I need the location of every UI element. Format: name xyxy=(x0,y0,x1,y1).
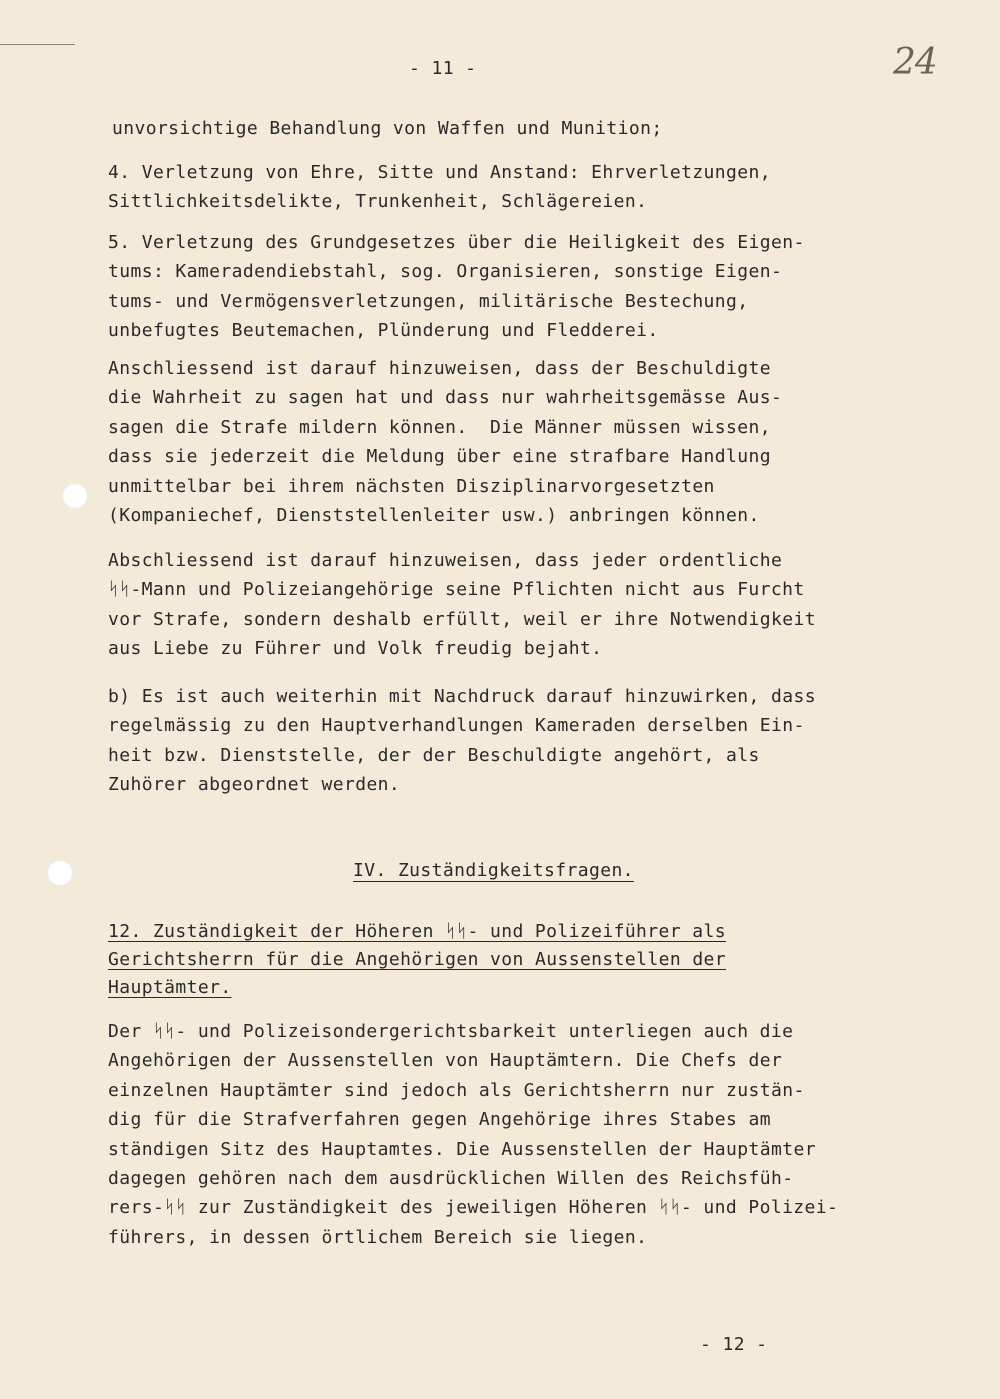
paragraph-line: Abschliessend ist darauf hinzuweisen, dass jeder ordentliche xyxy=(108,550,783,571)
paragraph-b xyxy=(108,682,898,800)
paragraph-line: b) Es ist auch weiterhin mit Nachdruck darauf hinzuwirken, dass xyxy=(108,686,816,707)
abschliessend-paragraph xyxy=(108,546,898,664)
paragraph-line: einzelnen Hauptämter sind jedoch als Gerichtsherrn nur zustän- xyxy=(108,1079,805,1101)
item-12-heading xyxy=(108,918,898,1002)
paragraph-line: dagegen gehören nach dem ausdrücklichen Willen des Reichsfüh- xyxy=(108,1167,794,1189)
paragraph-line: Sittlichkeitsdelikte, Trunkenheit, Schlägereien. xyxy=(108,191,648,213)
paragraph-line: Der ᛋᛋ- und Polizeisondergerichtsbarkeit unterliegen auch die xyxy=(108,1021,794,1042)
item-4-paragraph xyxy=(108,158,898,217)
archive-mark: 24 xyxy=(893,42,937,83)
paragraph-line: heit bzw. Dienststelle, der der Beschuldigte angehört, als xyxy=(108,744,760,766)
anschliessend-paragraph xyxy=(108,354,898,530)
paragraph-line: (Kompaniechef, Dienststellenleiter usw.) anbringen können. xyxy=(108,504,760,526)
punch-hole-lower xyxy=(47,860,73,886)
paragraph-line: ᛋᛋ-Mann und Polizeiangehörige seine Pflichten nicht aus Furcht xyxy=(108,579,805,601)
heading-line: Hauptämter. xyxy=(108,977,232,998)
paragraph-line: rers-ᛋᛋ zur Zuständigkeit des jeweiligen Höheren ᛋᛋ- und Polizei- xyxy=(108,1197,839,1219)
punch-hole-upper xyxy=(62,483,88,509)
paragraph-line: tums- und Vermögensverletzungen, militärische Bestechung, xyxy=(108,290,749,312)
paragraph-line: Anschliessend ist darauf hinzuweisen, dass der Beschuldigte xyxy=(108,358,771,379)
section-heading: IV. Zuständigkeitsfragen. xyxy=(353,860,634,881)
paragraph-line: ständigen Sitz des Hauptamtes. Die Aussenstellen der Hauptämter xyxy=(108,1138,816,1160)
paragraph-line: Zuhörer abgeordnet werden. xyxy=(108,774,401,796)
page-number: - 11 - xyxy=(409,58,477,79)
heading-line: 12. Zuständigkeit der Höheren ᛋᛋ- und Polizeiführer als xyxy=(108,921,726,942)
paragraph-line: regelmässig zu den Hauptverhandlungen Kameraden derselben Ein- xyxy=(108,715,805,737)
paragraph-line: Angehörigen der Aussenstellen von Hauptämtern. Die Chefs der xyxy=(108,1050,783,1072)
paragraph-line: dig für die Strafverfahren gegen Angehörige ihres Stabes am xyxy=(108,1109,771,1131)
heading-line: Gerichtsherrn für die Angehörigen von Aussenstellen der xyxy=(108,949,727,970)
paragraph-line: dass sie jederzeit die Meldung über eine strafbare Handlung xyxy=(108,446,771,468)
paragraph-line: 4. Verletzung von Ehre, Sitte und Anstand: Ehrverletzungen, xyxy=(108,162,771,183)
paragraph-line: aus Liebe zu Führer und Volk freudig bejaht. xyxy=(108,638,603,660)
next-page-number: - 12 - xyxy=(700,1334,768,1355)
paragraph-line: unbefugtes Beutemachen, Plünderung und Fledderei. xyxy=(108,320,659,342)
paragraph-line: die Wahrheit zu sagen hat und dass nur wahrheitsgemässe Aus- xyxy=(108,387,783,409)
scan-edge-line xyxy=(0,44,75,45)
item-12-body xyxy=(108,1017,898,1252)
paragraph-line: 5. Verletzung des Grundgesetzes über die Heiligkeit des Eigen- xyxy=(108,232,805,253)
paragraph-line: tums: Kameradendiebstahl, sog. Organisieren, sonstige Eigen- xyxy=(108,261,783,283)
continuation-line: unvorsichtige Behandlung von Waffen und Munition; xyxy=(112,118,663,139)
paragraph-line: unmittelbar bei ihrem nächsten Disziplinarvorgesetzten xyxy=(108,475,715,497)
paragraph-line: sagen die Strafe mildern können. Die Männer müssen wissen, xyxy=(108,416,771,438)
paragraph-line: vor Strafe, sondern deshalb erfüllt, weil er ihre Notwendigkeit xyxy=(108,608,816,630)
item-5-paragraph xyxy=(108,228,898,346)
paragraph-line: führers, in dessen örtlichem Bereich sie liegen. xyxy=(108,1226,648,1248)
